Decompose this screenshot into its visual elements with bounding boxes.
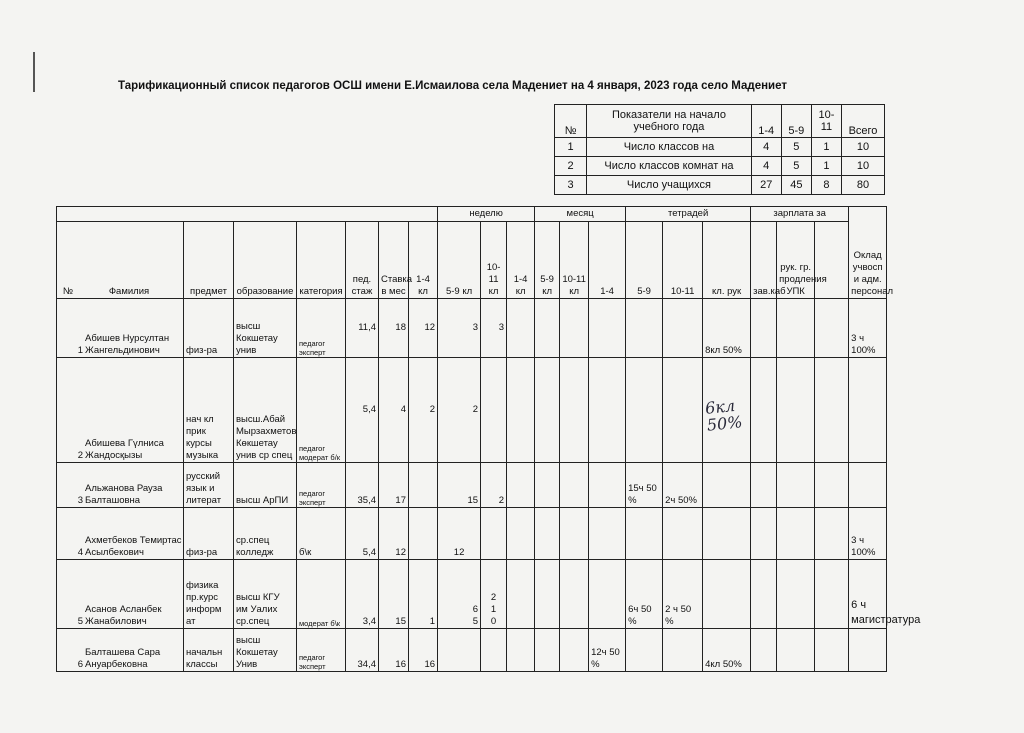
cell-subject: физ-ра — [184, 299, 234, 358]
cell-education: высш Кокшетау унив — [234, 299, 297, 358]
summary-cell: 1 — [811, 157, 841, 176]
table-group-header-row — [57, 207, 887, 222]
summary-cell: 10 — [841, 157, 884, 176]
summary-header-cell: Всего — [841, 105, 884, 138]
cell-t14: 12ч 50 % — [589, 629, 626, 672]
summary-header-cell: 10-11 — [811, 105, 841, 138]
teacher-name: Асанов Асланбек Жанабилович — [85, 604, 162, 627]
cell-w1011: 3 — [481, 299, 507, 358]
cell-rate: 17 — [379, 463, 409, 508]
cell-stazh: 11,4 — [346, 299, 379, 358]
col-m59: 5-9 кл — [535, 222, 560, 299]
cell-category: педагог эксперт — [297, 463, 346, 508]
cell-subject: нач кл прик курсы музыка — [184, 358, 234, 463]
cell-stazh: 5,4 — [346, 508, 379, 560]
table-row — [57, 629, 887, 672]
cell-w14: 1 — [409, 560, 438, 629]
cell-education: высш АрПИ — [234, 463, 297, 508]
cell-rate: 18 — [379, 299, 409, 358]
cell-name — [57, 358, 184, 463]
group-notebooks: тетрадей — [626, 207, 751, 222]
cell-prochie: 6 ч магистратура — [849, 560, 887, 629]
cell-rate: 12 — [379, 508, 409, 560]
scan-edge-mark — [33, 52, 35, 92]
cell-w14: 12 — [409, 299, 438, 358]
table-row — [57, 463, 887, 508]
cell-rate: 4 — [379, 358, 409, 463]
cell-w1011: 2 1 0 — [481, 560, 507, 629]
cell-prochie: 3 ч 100% — [849, 299, 887, 358]
summary-cell: Число классов комнат на — [587, 157, 751, 176]
cell-w14: 2 — [409, 358, 438, 463]
row-number: 5 — [77, 616, 83, 627]
group-week: неделю — [438, 207, 535, 222]
summary-header-cell: 1-4 — [751, 105, 781, 138]
col-rukgr: рук. гр. продления УПК — [777, 222, 815, 299]
col-oklad: Оклад учвосп и адм. персонал — [849, 207, 887, 299]
group-month: месяц — [535, 207, 626, 222]
page-title: Тарификационный список педагогов ОСШ имени Е.Исмаилова села Мадениет на 4 января, 2023 года село Мадениет — [118, 80, 787, 92]
summary-cell: 4 — [751, 138, 781, 157]
table-row — [57, 560, 887, 629]
cell-category: педагог эксперт — [297, 629, 346, 672]
summary-header-cell: 5-9 — [781, 105, 811, 138]
summary-cell: 27 — [751, 176, 781, 195]
summary-row — [555, 138, 885, 157]
summary-row — [555, 176, 885, 195]
teacher-name: Альжанова Рауза Балташовна — [85, 483, 163, 506]
cell-subject: физ-ра — [184, 508, 234, 560]
col-category: категория — [297, 222, 346, 299]
summary-cell: 8 — [811, 176, 841, 195]
summary-cell: 5 — [781, 138, 811, 157]
table-row — [57, 508, 887, 560]
teacher-name: Ахметбеков Темиртас Асылбекович — [85, 535, 182, 558]
cell-w14: 16 — [409, 629, 438, 672]
handwritten-note: 6кл 50% — [704, 395, 744, 435]
col-name: Фамилия — [108, 286, 150, 297]
cell-name — [57, 508, 184, 560]
cell-klruk: 4кл 50% — [703, 629, 751, 672]
col-t1011: 10-11 — [663, 222, 703, 299]
teacher-name: Абишев Нурсултан Жангельдинович — [85, 333, 170, 356]
col-name-header — [57, 222, 184, 299]
cell-stazh: 5,4 — [346, 358, 379, 463]
cell-stazh: 34,4 — [346, 629, 379, 672]
row-number: 3 — [77, 495, 83, 506]
group-salary: зарплата за — [751, 207, 849, 222]
table-row — [57, 299, 887, 358]
summary-cell: 4 — [751, 157, 781, 176]
summary-cell: 2 — [555, 157, 587, 176]
col-zavkab: зав.каб — [751, 222, 777, 299]
col-t59: 5-9 — [626, 222, 663, 299]
cell-name — [57, 560, 184, 629]
teacher-name: Абишева Гүлниса Жандосқызы — [85, 438, 164, 461]
cell-education: высш.Абай Мырзахметов Көкшетау унив ср спец — [234, 358, 297, 463]
col-rate: Ставка в мес — [379, 222, 409, 299]
cell-w1011: 2 — [481, 463, 507, 508]
summary-cell: 3 — [555, 176, 587, 195]
cell-education: высш КГУ им Уалих ср.спец — [234, 560, 297, 629]
cell-name — [57, 629, 184, 672]
cell-category: б\к — [297, 508, 346, 560]
tariff-table — [56, 206, 921, 672]
summary-cell: Число учащихся — [587, 176, 751, 195]
cell-education: ср.спец колледж — [234, 508, 297, 560]
cell-t59: 15ч 50 % — [626, 463, 663, 508]
summary-row — [555, 157, 885, 176]
cell-category: модерат б\к — [297, 560, 346, 629]
summary-cell: 5 — [781, 157, 811, 176]
cell-subject: физика пр.курс информ ат — [184, 560, 234, 629]
cell-rate: 16 — [379, 629, 409, 672]
summary-header-row — [555, 105, 885, 138]
cell-rate: 15 — [379, 560, 409, 629]
cell-name — [57, 299, 184, 358]
col-w59: 5-9 кл — [438, 222, 481, 299]
cell-subject: русский язык и литерат — [184, 463, 234, 508]
cell-stazh: 3,4 — [346, 560, 379, 629]
cell-t59: 6ч 50 % — [626, 560, 663, 629]
cell-t1011: 2 ч 50 % — [663, 560, 703, 629]
summary-table — [554, 104, 885, 195]
row-number: 2 — [77, 450, 83, 461]
summary-header-cell: № — [555, 105, 587, 138]
col-education: образование — [234, 222, 297, 299]
summary-cell: 10 — [841, 138, 884, 157]
cell-stazh: 35,4 — [346, 463, 379, 508]
summary-cell: 1 — [555, 138, 587, 157]
cell-education: высш Кокшетау Унив — [234, 629, 297, 672]
row-number: 4 — [77, 547, 83, 558]
table-header-row — [57, 222, 887, 299]
cell-klruk: 8кл 50% — [703, 299, 751, 358]
summary-cell: Число классов на — [587, 138, 751, 157]
col-subject: предмет — [184, 222, 234, 299]
col-no: № — [62, 286, 74, 297]
row-number: 1 — [77, 345, 83, 356]
cell-t1011: 2ч 50% — [663, 463, 703, 508]
table-row — [57, 358, 887, 463]
col-klruk: кл. рук — [703, 222, 751, 299]
col-m1011: 10-11 кл — [560, 222, 589, 299]
summary-cell: 80 — [841, 176, 884, 195]
row-number: 6 — [77, 659, 83, 670]
col-w1011: 10-11 кл — [481, 222, 507, 299]
cell-w59: 15 — [438, 463, 481, 508]
cell-w59: 6 5 — [438, 560, 481, 629]
cell-w59: 2 — [438, 358, 481, 463]
cell-name — [57, 463, 184, 508]
col-t14: 1-4 — [589, 222, 626, 299]
cell-category: педагог модерат б/к — [297, 358, 346, 463]
summary-cell: 1 — [811, 138, 841, 157]
cell-subject: начальн классы — [184, 629, 234, 672]
col-w14: 1-4 кл — [409, 222, 438, 299]
cell-w59: 12 — [438, 508, 481, 560]
cell-prochie: 3 ч 100% — [849, 508, 887, 560]
cell-category: педагог эксперт — [297, 299, 346, 358]
teacher-name: Балташева Сара Ануарбековна — [85, 647, 161, 670]
col-stazh: пед. стаж — [346, 222, 379, 299]
summary-cell: 45 — [781, 176, 811, 195]
cell-w59: 3 — [438, 299, 481, 358]
summary-header-cell: Показатели на начало учебного года — [587, 105, 751, 138]
col-m14: 1-4 кл — [507, 222, 535, 299]
